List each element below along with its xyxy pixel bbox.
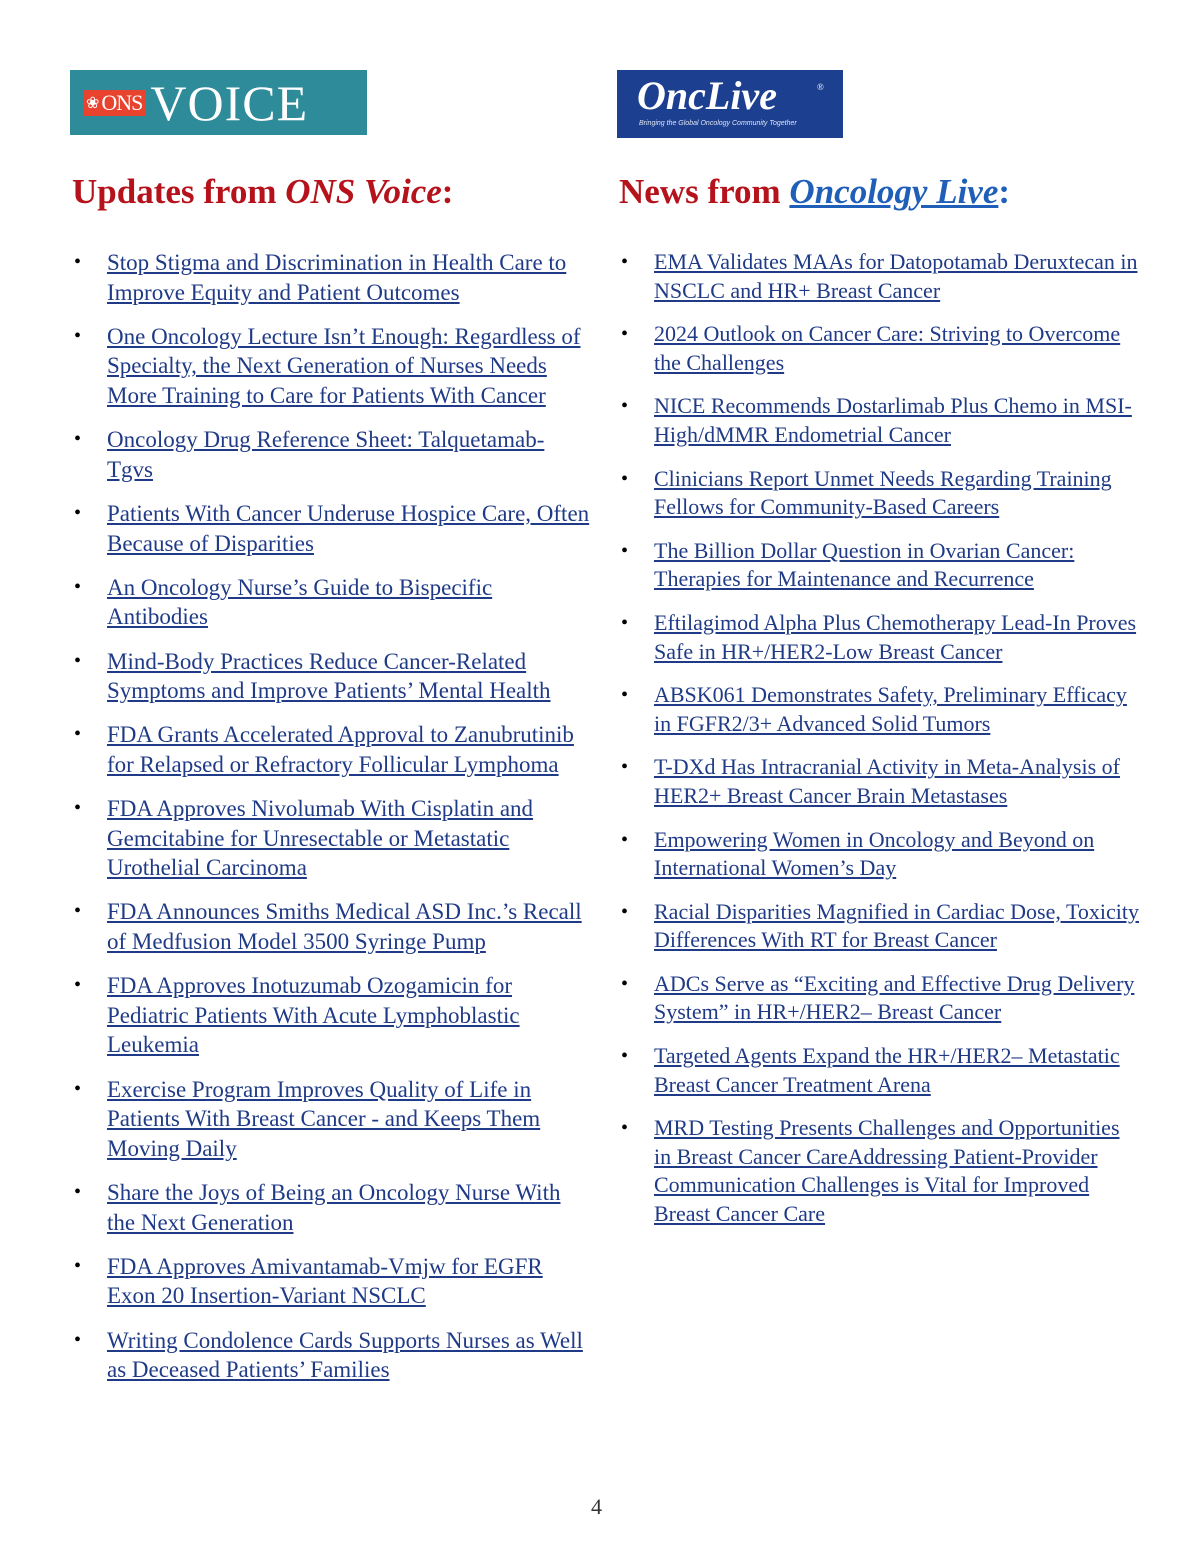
bullet-icon: • <box>74 797 82 820</box>
article-link[interactable]: Eftilagimod Alpha Plus Chemotherapy Lead-In Proves Safe in HR+/HER2-Low Breast Cancer <box>654 609 1137 664</box>
article-link[interactable]: T-DXd Has Intracranial Activity in Meta-Analysis of HER2+ Breast Cancer Brain Metastases <box>654 754 1120 808</box>
bullet-icon: • <box>74 428 82 451</box>
article-link[interactable]: The Billion Dollar Question in Ovarian Cancer: Therapies for Maintenance and Recurrence <box>654 537 1075 592</box>
list-item <box>70 794 590 883</box>
oncology-live-link[interactable]: Oncology Live <box>789 172 999 211</box>
list-item <box>617 609 1142 666</box>
bullet-icon: • <box>621 972 629 995</box>
page-number: 4 <box>591 1494 602 1519</box>
heading-prefix: Updates from <box>72 172 286 211</box>
article-link[interactable]: Mind-Body Practices Reduce Cancer-Related Symptoms and Improve Patients’ Mental Health <box>107 648 551 704</box>
article-link[interactable]: Writing Condolence Cards Supports Nurses as Well as Deceased Patients’ Families <box>107 1327 583 1383</box>
list-item <box>70 971 590 1060</box>
registered-mark: ® <box>817 82 824 92</box>
bullet-icon: • <box>74 575 82 598</box>
article-link[interactable]: ABSK061 Demonstrates Safety, Preliminary Efficacy in FGFR2/3+ Advanced Solid Tumors <box>654 682 1127 736</box>
bullet-icon: • <box>621 756 629 779</box>
list-item <box>617 898 1142 955</box>
onclive-logo <box>617 70 843 138</box>
list-item <box>70 720 590 779</box>
list-item <box>617 753 1142 810</box>
bullet-icon: • <box>621 251 629 273</box>
list-item <box>617 1042 1142 1099</box>
article-link[interactable]: Share the Joys of Being an Oncology Nurse With the Next Generation <box>107 1179 561 1235</box>
maple-leaf-icon: ❀ <box>86 94 100 112</box>
list-item <box>70 425 590 484</box>
article-link[interactable]: ADCs Serve as “Exciting and Effective Drug Delivery System” in HR+/HER2– Breast Cancer <box>654 970 1135 1025</box>
article-link[interactable]: FDA Grants Accelerated Approval to Zanubrutinib for Relapsed or Refractory Follicular Lymphoma <box>107 722 574 777</box>
article-link[interactable]: Exercise Program Improves Quality of Life in Patients With Breast Cancer - and Keeps Them Moving Daily <box>107 1076 541 1161</box>
oncology-live-heading <box>619 172 1010 212</box>
article-link[interactable]: Patients With Cancer Underuse Hospice Care, Often Because of Disparities <box>107 500 590 556</box>
bullet-icon: • <box>621 611 629 634</box>
article-link[interactable]: 2024 Outlook on Cancer Care: Striving to Overcome the Challenges <box>654 321 1121 375</box>
list-item <box>617 826 1142 883</box>
list-item <box>70 499 590 558</box>
article-link[interactable]: Oncology Drug Reference Sheet: Talquetamab-Tgvs <box>107 427 545 482</box>
article-link[interactable]: Stop Stigma and Discrimination in Health Care to Improve Equity and Patient Outcomes <box>107 250 567 305</box>
ons-voice-heading <box>72 172 453 212</box>
article-link[interactable]: FDA Announces Smiths Medical ASD Inc.’s Recall of Medfusion Model 3500 Syringe Pump <box>107 899 582 955</box>
bullet-icon: • <box>74 974 82 997</box>
bullet-icon: • <box>74 649 82 672</box>
list-item <box>617 392 1142 449</box>
list-item <box>70 1178 590 1237</box>
article-link[interactable]: MRD Testing Presents Challenges and Opportunities in Breast Cancer CareAddressing Patient-Provider Communication Challenges is Vital for Improved Breast Cancer Care <box>654 1115 1120 1227</box>
article-link[interactable]: FDA Approves Inotuzumab Ozogamicin for Pediatric Patients With Acute Lymphoblastic Leukemia <box>107 973 520 1058</box>
heading-italic: ONS Voice <box>285 172 442 211</box>
bullet-icon: • <box>621 467 629 490</box>
bullet-icon: • <box>74 900 82 923</box>
article-link[interactable]: Racial Disparities Magnified in Cardiac Dose, Toxicity Differences With RT for Breast Cancer <box>654 898 1139 953</box>
list-item <box>617 681 1142 738</box>
list-item <box>70 322 590 411</box>
ons-voice-wordmark: VOICE <box>150 74 309 131</box>
ons-mark <box>84 90 146 116</box>
list-item <box>617 465 1142 522</box>
bullet-icon: • <box>621 539 629 562</box>
list-item <box>617 537 1142 594</box>
bullet-icon: • <box>621 684 629 707</box>
list-item <box>70 647 590 706</box>
onclive-wordmark: OncLive <box>637 73 777 118</box>
ons-mark-text: ONS <box>101 89 143 115</box>
bullet-icon: • <box>74 324 82 347</box>
bullet-icon: • <box>74 501 82 524</box>
article-link[interactable]: Empowering Women in Oncology and Beyond on International Women’s Day <box>654 826 1095 881</box>
list-item <box>617 1114 1142 1228</box>
article-link[interactable]: FDA Approves Amivantamab-Vmjw for EGFR Exon 20 Insertion-Variant NSCLC <box>107 1253 543 1309</box>
bullet-icon: • <box>74 723 82 746</box>
ons-voice-list <box>70 248 590 1399</box>
heading-suffix: : <box>998 172 1011 211</box>
article-link[interactable]: One Oncology Lecture Isn’t Enough: Regardless of Specialty, the Next Generation of Nurses Needs More Training to Care for Patients With Cancer <box>107 323 581 408</box>
bullet-icon: • <box>74 1328 82 1351</box>
bullet-icon: • <box>621 323 629 346</box>
list-item <box>617 970 1142 1027</box>
article-link[interactable]: NICE Recommends Dostarlimab Plus Chemo in MSI-High/dMMR Endometrial Cancer <box>654 393 1132 447</box>
ons-voice-logo <box>70 70 367 135</box>
oncology-live-list <box>617 248 1142 1244</box>
bullet-icon: • <box>621 395 629 418</box>
heading-prefix: News from <box>619 172 790 211</box>
bullet-icon: • <box>74 251 82 273</box>
bullet-icon: • <box>621 1117 629 1140</box>
onclive-tagline: Bringing the Global Oncology Community Together <box>639 120 797 127</box>
bullet-icon: • <box>621 1045 629 1068</box>
bullet-icon: • <box>621 828 629 851</box>
article-link[interactable]: EMA Validates MAAs for Datopotamab Deruxtecan in NSCLC and HR+ Breast Cancer <box>654 249 1138 303</box>
article-link[interactable]: Targeted Agents Expand the HR+/HER2– Metastatic Breast Cancer Treatment Arena <box>654 1043 1120 1097</box>
list-item <box>70 248 590 307</box>
list-item <box>70 1075 590 1164</box>
bullet-icon: • <box>74 1180 82 1203</box>
heading-suffix: : <box>441 172 454 211</box>
bullet-icon: • <box>74 1254 82 1277</box>
article-link[interactable]: An Oncology Nurse’s Guide to Bispecific Antibodies <box>107 574 493 630</box>
list-item <box>70 573 590 632</box>
list-item <box>70 1252 590 1311</box>
list-item <box>70 1326 590 1385</box>
bullet-icon: • <box>74 1077 82 1100</box>
article-link[interactable]: FDA Approves Nivolumab With Cisplatin and Gemcitabine for Unresectable or Metastatic Urothelial Carcinoma <box>107 796 534 881</box>
list-item <box>70 897 590 956</box>
list-item <box>617 320 1142 377</box>
article-link[interactable]: Clinicians Report Unmet Needs Regarding Training Fellows for Community-Based Careers <box>654 465 1112 520</box>
bullet-icon: • <box>621 900 629 923</box>
list-item <box>617 248 1142 305</box>
